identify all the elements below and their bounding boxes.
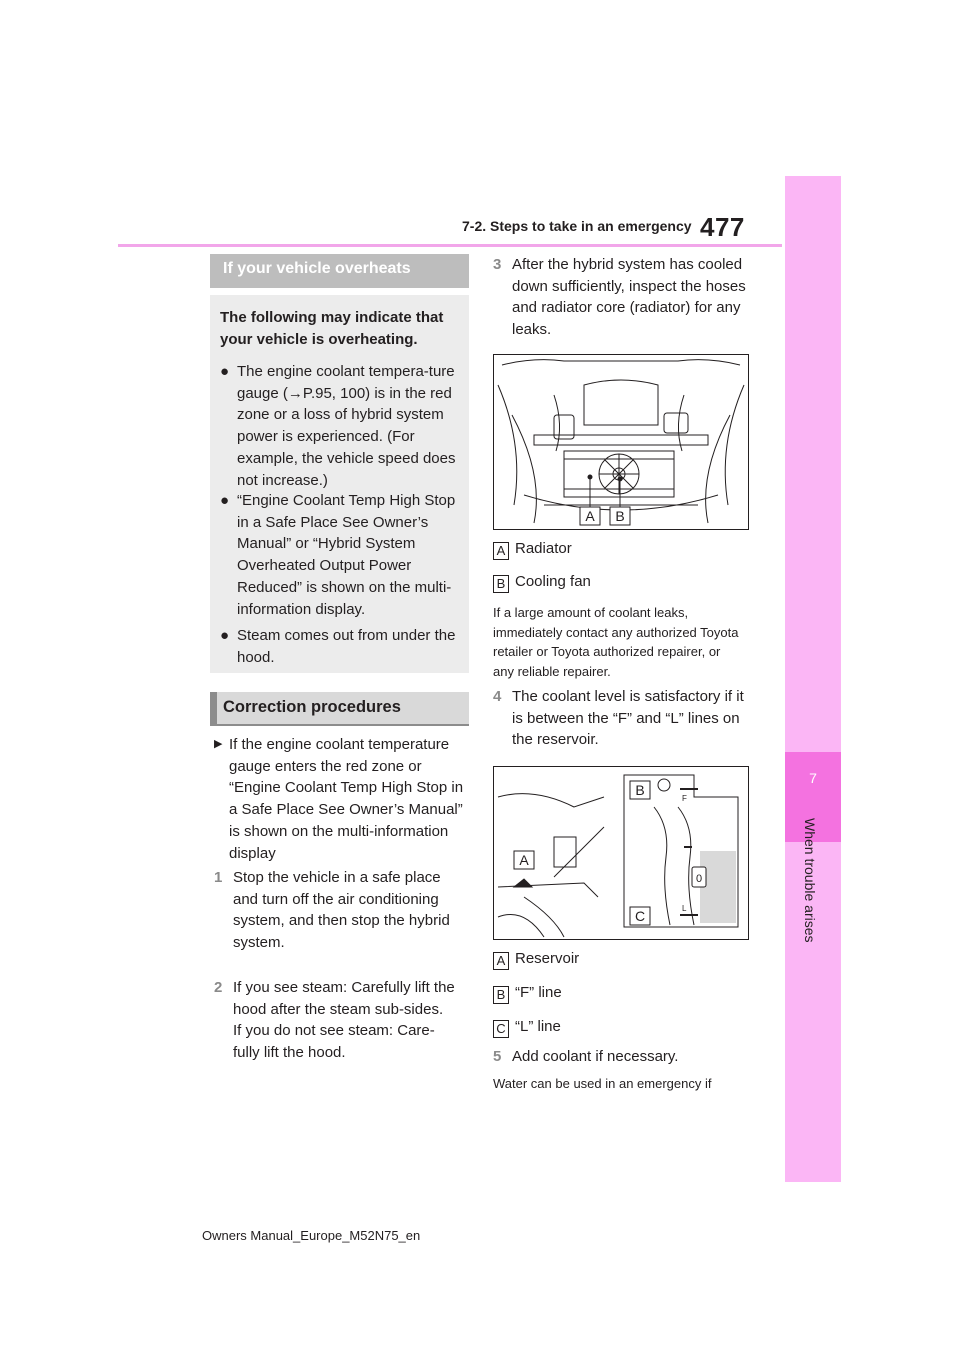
overheat-bullet: ● The engine coolant tempera-ture gauge (→P.95, 100) is in the red zone or a loss of hybrid system power is experienced. (For example, the vehicle speed does not increase.) — [220, 363, 456, 489]
step-3: 3 After the hybrid system has cooled down sufficiently, inspect the hoses and radiator core (radiator) for any leaks. — [493, 256, 746, 339]
engine-bay-figure — [493, 354, 749, 530]
figure1-label-a: A — [585, 508, 595, 524]
section-title: 7-2. Steps to take in an emergency — [462, 218, 692, 234]
overheat-lead: The following may indicate that your vehicle is overheating. — [220, 309, 444, 348]
header-rule — [118, 244, 782, 247]
chapter-tab — [785, 176, 841, 1182]
f-line-mark: F — [682, 794, 687, 803]
overheat-heading — [210, 254, 469, 288]
arrow-right-icon: ▶ — [214, 738, 223, 750]
reservoir-cap-mark: 0 — [695, 873, 703, 885]
figure1-legend-b: B Cooling fan — [493, 573, 591, 593]
figure1-legend-a: A Radiator — [493, 540, 572, 560]
chapter-number: 7 — [809, 770, 817, 786]
bullet-dot-icon: ● — [220, 627, 230, 644]
footer-manual-id: Owners Manual_Europe_M52N75_en — [202, 1228, 421, 1243]
step-1: 1 Stop the vehicle in a safe place and turn off the air conditioning system, and then stop the hybrid system. — [214, 869, 450, 952]
overheat-heading-text: If your vehicle overheats — [223, 260, 411, 277]
water-emergency-note: Water can be used in an emergency if — [493, 1076, 712, 1091]
reservoir-illustration — [494, 767, 748, 939]
overheat-bullet: ● “Engine Coolant Temp High Stop in a Safe Place See Owner’s Manual” or “Hybrid System Overheated Output Power Reduced” is shown on the multi-information display. — [220, 492, 456, 618]
figure2-label-a: A — [519, 852, 529, 868]
engine-bay-illustration — [494, 355, 748, 529]
reservoir-figure — [493, 766, 749, 940]
figure2-legend-b: B “F” line — [493, 984, 562, 1004]
step-5: 5 Add coolant if necessary. — [493, 1048, 679, 1065]
bullet-dot-icon: ● — [220, 363, 230, 380]
figure1-label-b: B — [615, 508, 625, 524]
correction-heading-text: Correction procedures — [223, 698, 401, 716]
l-line-mark: L — [682, 904, 687, 913]
correction-heading — [210, 692, 469, 726]
overheat-bullet: ● Steam comes out from under the hood. — [220, 627, 456, 666]
figure2-legend-a: A Reservoir — [493, 950, 579, 970]
figure2-legend-c: C “L” line — [493, 1018, 561, 1038]
overheat-info-box — [210, 295, 469, 673]
step-2: 2 If you see steam: Carefully lift the hood after the steam sub-sides. If you do not see steam: Care-fully lift the hood. — [214, 979, 455, 1062]
page-number: 477 — [700, 212, 745, 242]
chapter-title: When trouble arises — [802, 818, 818, 943]
figure2-label-b: B — [635, 782, 645, 798]
step-4: 4 The coolant level is satisfactory if it is between the “F” and “L” lines on the reservoir. — [493, 688, 744, 749]
coolant-leak-note: If a large amount of coolant leaks, immediately contact any authorized Toyota retailer or Toyota authorized repairer, or any reliable repairer. — [493, 605, 739, 679]
bullet-dot-icon: ● — [220, 492, 230, 509]
figure2-label-c: C — [634, 908, 646, 924]
correction-condition: ▶ If the engine coolant temperature gauge enters the red zone or “Engine Coolant Temp High Stop in a Safe Place See Owner’s Manual” is shown on the multi-information display — [214, 736, 464, 862]
